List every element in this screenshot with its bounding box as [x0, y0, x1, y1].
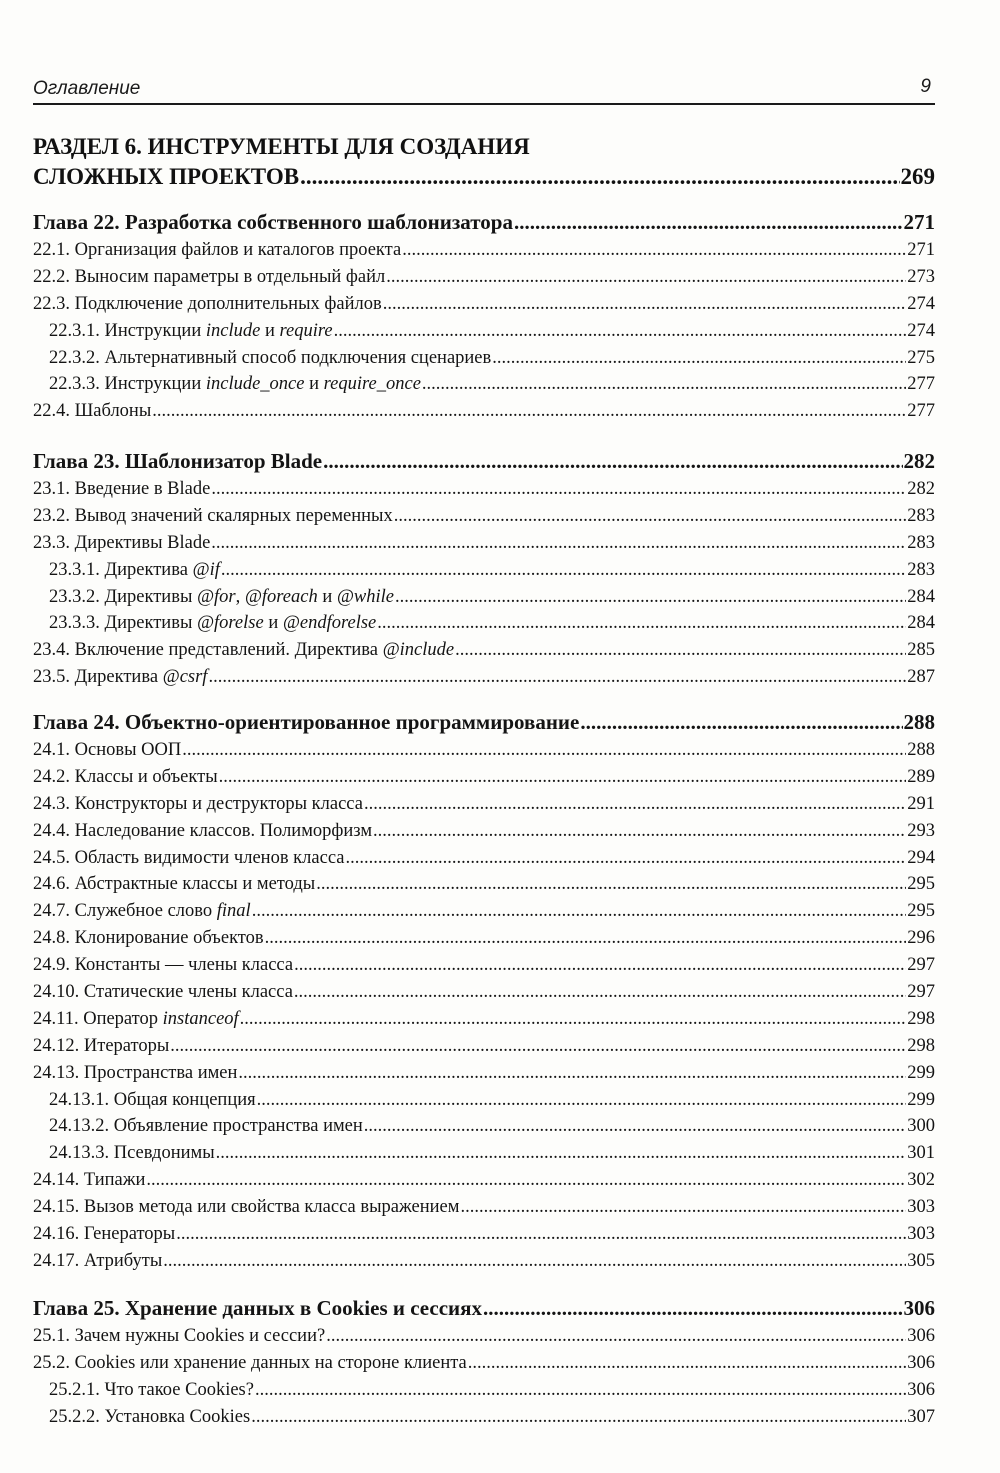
- leader-dots: [240, 1006, 907, 1033]
- chapter-block: [33, 707, 935, 1275]
- leader-dots: [395, 584, 906, 611]
- entry-title: [33, 871, 315, 898]
- entry-page: 287: [907, 667, 935, 688]
- entry-number: 22.4.: [33, 401, 70, 422]
- leader-dots: [221, 557, 906, 584]
- entry-page: 303: [907, 1197, 935, 1218]
- toc-entry[interactable]: [33, 584, 935, 611]
- entry-title: [33, 1033, 169, 1060]
- entry-title: [49, 1087, 256, 1114]
- toc-entry[interactable]: [33, 845, 935, 872]
- entry-page: 305: [907, 1250, 935, 1271]
- entry-title: [33, 1006, 239, 1033]
- entry-number: 22.2.: [33, 266, 70, 287]
- toc-entry[interactable]: [33, 1060, 935, 1087]
- toc-entry[interactable]: [33, 1350, 935, 1377]
- leader-dots: [182, 737, 906, 764]
- entry-page: 284: [907, 586, 935, 607]
- entry-text: Константы — члены класса: [74, 955, 294, 976]
- entry-page: 291: [907, 793, 935, 814]
- entry-page: 294: [907, 847, 935, 868]
- entry-text: Инструкции: [104, 320, 206, 341]
- entry-number: 24.1.: [33, 740, 70, 760]
- entry-text: Клонирование объектов: [74, 928, 264, 949]
- entry-number: 22.3.3.: [49, 374, 100, 395]
- toc-entry[interactable]: [33, 1248, 935, 1275]
- entry-number: 22.3.: [33, 293, 70, 314]
- entry-text: Альтернативный способ подключения сценариев: [104, 347, 492, 368]
- entry-title: [33, 1323, 325, 1350]
- page-number: 9: [920, 76, 931, 97]
- entry-number: 24.7.: [33, 901, 70, 922]
- part-heading-line1: РАЗДЕЛ 6. ИНСТРУМЕНТЫ ДЛЯ СОЗДАНИЯ: [33, 134, 530, 159]
- entry-text: Конструкторы и деструкторы класса: [74, 793, 363, 814]
- entry-number: 24.17.: [33, 1250, 80, 1271]
- entry-page: 289: [907, 766, 935, 787]
- leader-dots: [257, 1087, 907, 1114]
- chapter-heading[interactable]: [33, 207, 935, 237]
- entry-number: 23.4.: [33, 640, 70, 661]
- entry-text: Введение в Blade: [74, 479, 211, 499]
- toc-entry[interactable]: [33, 371, 935, 398]
- entry-text: Область видимости членов класса: [74, 847, 345, 868]
- entry-text: ,: [235, 586, 245, 607]
- leader-dots: [580, 707, 902, 737]
- toc-entry[interactable]: [33, 1033, 935, 1060]
- entry-text: Служебное слово: [74, 901, 217, 922]
- entry-number: 23.1.: [33, 479, 70, 499]
- leader-dots: [176, 1221, 906, 1248]
- entry-number: 23.3.2.: [49, 586, 100, 607]
- entry-text: Абстрактные классы и методы: [74, 874, 316, 895]
- entry-number: 22.3.2.: [49, 347, 100, 368]
- toc-entry[interactable]: [33, 1113, 935, 1140]
- toc-entry[interactable]: [33, 664, 935, 691]
- leader-dots: [422, 371, 906, 398]
- toc-entry[interactable]: [33, 503, 935, 530]
- entry-page: 284: [907, 613, 935, 634]
- entry-title: [33, 1194, 459, 1221]
- entry-number: 24.4.: [33, 820, 70, 841]
- toc-entry[interactable]: [33, 610, 935, 637]
- leader-dots: [300, 162, 899, 192]
- entry-number: 22.3.1.: [49, 320, 100, 341]
- entry-number: 24.12.: [33, 1035, 80, 1056]
- entry-title: [49, 345, 491, 372]
- entry-text: Организация файлов и каталогов проекта: [74, 240, 402, 260]
- leader-dots: [334, 318, 907, 345]
- toc-entry[interactable]: [33, 1006, 935, 1033]
- entry-page: 283: [907, 505, 935, 526]
- entry-page: 298: [907, 1008, 935, 1029]
- leader-dots: [316, 871, 906, 898]
- chapter-block: [33, 446, 935, 691]
- entry-title: [33, 637, 454, 664]
- entry-number: 25.2.: [33, 1352, 70, 1373]
- entry-title: [33, 291, 382, 318]
- toc-entry[interactable]: [33, 1167, 935, 1194]
- entry-text: Вызов метода или свойства класса выражением: [83, 1197, 460, 1218]
- entry-number: 25.2.2.: [49, 1406, 100, 1427]
- leader-dots: [460, 1194, 906, 1221]
- entry-page: 299: [907, 1089, 935, 1110]
- toc-entry[interactable]: [33, 1323, 935, 1350]
- entry-number: 23.2.: [33, 505, 70, 526]
- chapter-block: [33, 207, 935, 425]
- code-term: @csrf: [162, 667, 208, 688]
- entry-number: 24.13.2.: [49, 1116, 110, 1137]
- leader-dots: [170, 1033, 906, 1060]
- chapter-heading[interactable]: [33, 1293, 935, 1323]
- entry-text: Cookies или хранение данных на стороне клиента: [74, 1352, 467, 1373]
- entry-title: [33, 845, 344, 872]
- entry-text: и: [304, 374, 324, 395]
- toc-entry[interactable]: [33, 737, 935, 764]
- toc-entry[interactable]: [33, 952, 935, 979]
- entry-number: 23.5.: [33, 667, 70, 688]
- code-term: @forelse: [197, 613, 264, 634]
- entry-text: Классы и объекты: [74, 766, 218, 787]
- chapter-page: 306: [903, 1296, 935, 1320]
- leader-dots: [146, 1167, 906, 1194]
- code-term: include_once: [205, 374, 305, 395]
- toc-entry[interactable]: [33, 557, 935, 584]
- toc-entry[interactable]: [33, 1087, 935, 1114]
- leader-dots: [402, 237, 906, 264]
- entry-page: 285: [907, 640, 935, 661]
- toc-entry[interactable]: [33, 791, 935, 818]
- toc-entry[interactable]: [33, 925, 935, 952]
- entry-number: 24.14.: [33, 1170, 80, 1191]
- chapter-title: Глава 22. Разработка собственного шаблонизатора: [33, 210, 513, 234]
- toc-entry[interactable]: [33, 237, 935, 264]
- entry-text: и: [317, 586, 337, 607]
- entry-title: [33, 398, 151, 425]
- entry-page: 296: [907, 928, 935, 949]
- leader-dots: [255, 1377, 906, 1404]
- entry-title: [33, 503, 393, 530]
- entry-title: [49, 557, 220, 584]
- entry-text: Типажи: [83, 1170, 146, 1191]
- chapter-title: Глава 24. Объектно-ориентированное программирование: [33, 710, 580, 734]
- toc-entry[interactable]: [33, 291, 935, 318]
- entry-title: [49, 1404, 250, 1431]
- leader-dots: [455, 637, 906, 664]
- leader-dots: [394, 503, 907, 530]
- part-heading[interactable]: [33, 132, 935, 192]
- code-term: @if: [192, 559, 220, 580]
- entry-title: [49, 1113, 363, 1140]
- leader-dots: [163, 1248, 906, 1275]
- entry-text: Шаблоны: [74, 401, 152, 422]
- entry-number: 24.13.1.: [49, 1089, 110, 1110]
- entry-title: [33, 979, 293, 1006]
- chapter-block: [33, 1293, 935, 1431]
- entry-page: 271: [907, 240, 935, 260]
- chapter-page: 271: [903, 210, 935, 234]
- entry-text: Директивы: [104, 586, 197, 607]
- entry-text: Статические члены класса: [83, 982, 293, 1003]
- entry-title: [33, 237, 401, 264]
- code-term: @endforelse: [282, 613, 377, 634]
- entry-title: [49, 318, 333, 345]
- running-head: [33, 76, 935, 102]
- entry-title: [33, 264, 385, 291]
- toc-entry[interactable]: [33, 1221, 935, 1248]
- toc-entry[interactable]: [33, 637, 935, 664]
- entry-page: 298: [907, 1035, 935, 1056]
- leader-dots: [386, 264, 906, 291]
- leader-dots: [377, 610, 906, 637]
- entry-title: [33, 664, 207, 691]
- leader-dots: [211, 530, 906, 557]
- entry-title: [33, 737, 181, 764]
- entry-page: 283: [907, 532, 935, 553]
- entry-page: 283: [907, 559, 935, 580]
- entry-page: 301: [907, 1143, 935, 1164]
- toc-entry[interactable]: [33, 764, 935, 791]
- toc-entry[interactable]: [33, 530, 935, 557]
- code-term: @include: [382, 640, 455, 661]
- entry-text: Вывод значений скалярных переменных: [74, 505, 393, 526]
- entry-number: 23.3.: [33, 532, 70, 553]
- leader-dots: [345, 845, 906, 872]
- entry-page: 303: [907, 1224, 935, 1245]
- code-term: instanceof: [162, 1008, 239, 1029]
- entry-text: Итераторы: [83, 1035, 170, 1056]
- chapter-title: Глава 23. Шаблонизатор Blade: [33, 449, 323, 473]
- entry-number: 24.10.: [33, 982, 80, 1003]
- entry-number: 23.3.3.: [49, 613, 100, 634]
- leader-dots: [152, 398, 906, 425]
- toc-entry[interactable]: [33, 264, 935, 291]
- header-rule: [33, 103, 935, 105]
- code-term: require: [279, 320, 333, 341]
- entry-page: 299: [907, 1062, 935, 1083]
- entry-title: [33, 898, 251, 925]
- code-term: @for: [197, 586, 236, 607]
- entry-text: Директивы Blade: [74, 532, 211, 553]
- entry-text: Генераторы: [83, 1224, 176, 1245]
- chapter-heading[interactable]: [33, 707, 935, 737]
- toc-entry[interactable]: [33, 1194, 935, 1221]
- toc-entry[interactable]: [33, 476, 935, 503]
- entry-title: [49, 1140, 215, 1167]
- leader-dots: [265, 925, 907, 952]
- entry-page: 288: [907, 740, 935, 760]
- entry-page: 282: [907, 479, 935, 499]
- entry-text: Что такое Cookies?: [104, 1379, 254, 1400]
- entry-page: 297: [907, 955, 935, 976]
- leader-dots: [364, 791, 906, 818]
- leader-dots: [238, 1060, 906, 1087]
- entry-text: и: [260, 320, 280, 341]
- entry-page: 300: [907, 1116, 935, 1137]
- code-term: @foreach: [244, 586, 318, 607]
- leader-dots: [492, 345, 906, 372]
- entry-page: 274: [907, 293, 935, 314]
- entry-page: 275: [907, 347, 935, 368]
- entry-title: [33, 1167, 145, 1194]
- entry-number: 24.6.: [33, 874, 70, 895]
- leader-dots: [208, 664, 906, 691]
- entry-text: Директива: [104, 559, 193, 580]
- leader-dots: [483, 1293, 903, 1323]
- entry-number: 22.1.: [33, 240, 70, 260]
- toc-entry[interactable]: [33, 1377, 935, 1404]
- chapter-title: Глава 25. Хранение данных в Cookies и сессиях: [33, 1296, 482, 1320]
- entry-title: [33, 476, 210, 503]
- entry-text: Псевдонимы: [113, 1143, 215, 1164]
- entry-page: 295: [907, 874, 935, 895]
- entry-text: Общая концепция: [113, 1089, 256, 1110]
- entry-text: Объявление пространства имен: [113, 1116, 363, 1137]
- entry-page: 307: [907, 1406, 935, 1427]
- chapter-heading[interactable]: [33, 446, 935, 476]
- entry-number: 24.11.: [33, 1008, 79, 1029]
- entry-number: 24.2.: [33, 766, 70, 787]
- entry-text: Директивы: [104, 613, 197, 634]
- running-head-title: Оглавление: [33, 78, 141, 99]
- toc-entry[interactable]: [33, 398, 935, 425]
- entry-title: [33, 764, 218, 791]
- entry-page: 274: [907, 320, 935, 341]
- leader-dots: [219, 764, 907, 791]
- leader-dots: [373, 818, 906, 845]
- entry-page: 273: [907, 266, 935, 287]
- entry-text: Атрибуты: [83, 1250, 163, 1271]
- entry-number: 25.2.1.: [49, 1379, 100, 1400]
- leader-dots: [468, 1350, 906, 1377]
- leader-dots: [294, 979, 906, 1006]
- entry-number: 24.3.: [33, 793, 70, 814]
- leader-dots: [364, 1113, 906, 1140]
- chapter-page: 282: [903, 449, 935, 473]
- leader-dots: [326, 1323, 906, 1350]
- entry-number: 25.1.: [33, 1326, 70, 1346]
- entry-title: [49, 610, 376, 637]
- toc-entry[interactable]: [33, 898, 935, 925]
- code-term: final: [216, 901, 251, 922]
- leader-dots: [252, 898, 907, 925]
- leader-dots: [383, 291, 907, 318]
- part-page: 269: [900, 164, 935, 189]
- entry-title: [33, 791, 363, 818]
- leader-dots: [514, 207, 903, 237]
- part-heading-line2: [33, 162, 935, 192]
- leader-dots: [323, 446, 902, 476]
- entry-number: 24.16.: [33, 1224, 80, 1245]
- leader-dots: [294, 952, 906, 979]
- entry-text: Включение представлений. Директива: [74, 640, 383, 661]
- entry-page: 277: [907, 401, 935, 422]
- entry-text: Подключение дополнительных файлов: [74, 293, 382, 314]
- entry-title: [33, 1248, 162, 1275]
- toc-entry[interactable]: [33, 345, 935, 372]
- entry-text: Зачем нужны Cookies и сессии?: [74, 1326, 326, 1346]
- code-term: include: [205, 320, 261, 341]
- toc-entry[interactable]: [33, 979, 935, 1006]
- entry-title: [33, 925, 264, 952]
- entry-page: 277: [907, 374, 935, 395]
- entry-page: 297: [907, 982, 935, 1003]
- entry-title: [33, 952, 293, 979]
- entry-number: 24.13.3.: [49, 1143, 110, 1164]
- code-term: @while: [336, 586, 394, 607]
- entry-number: 24.15.: [33, 1197, 80, 1218]
- toc-entry[interactable]: [33, 318, 935, 345]
- entry-title: [33, 1350, 467, 1377]
- entry-number: 23.3.1.: [49, 559, 100, 580]
- entry-number: 24.13.: [33, 1062, 80, 1083]
- entry-number: 24.8.: [33, 928, 70, 949]
- entry-number: 24.9.: [33, 955, 70, 976]
- toc-entry[interactable]: [33, 1140, 935, 1167]
- chapter-page: 288: [903, 710, 935, 734]
- code-term: require_once: [323, 374, 421, 395]
- entry-title: [33, 530, 210, 557]
- leader-dots: [216, 1140, 907, 1167]
- toc-entry[interactable]: [33, 1404, 935, 1431]
- entry-text: и: [263, 613, 283, 634]
- entry-page: 306: [907, 1379, 935, 1400]
- entry-page: 306: [907, 1326, 935, 1346]
- entry-text: Инструкции: [104, 374, 206, 395]
- entry-title: [33, 1221, 175, 1248]
- entry-title: [33, 818, 372, 845]
- leader-dots: [251, 1404, 906, 1431]
- entry-page: 302: [907, 1170, 935, 1191]
- entry-title: [49, 584, 394, 611]
- entry-text: Директива: [74, 667, 163, 688]
- part-heading-line2-text: СЛОЖНЫХ ПРОЕКТОВ: [33, 164, 300, 189]
- entry-page: 306: [907, 1352, 935, 1373]
- leader-dots: [211, 476, 906, 503]
- entry-page: 293: [907, 820, 935, 841]
- toc-entry[interactable]: [33, 871, 935, 898]
- entry-text: Оператор: [83, 1008, 163, 1029]
- entry-title: [49, 1377, 254, 1404]
- entry-text: Основы ООП: [74, 740, 182, 760]
- entry-text: Пространства имен: [83, 1062, 238, 1083]
- entry-title: [49, 371, 421, 398]
- entry-text: Выносим параметры в отдельный файл: [74, 266, 386, 287]
- entry-text: Наследование классов. Полиморфизм: [74, 820, 373, 841]
- entry-page: 295: [907, 901, 935, 922]
- entry-title: [33, 1060, 237, 1087]
- toc-entry[interactable]: [33, 818, 935, 845]
- entry-text: Установка Cookies: [104, 1406, 251, 1427]
- entry-number: 24.5.: [33, 847, 70, 868]
